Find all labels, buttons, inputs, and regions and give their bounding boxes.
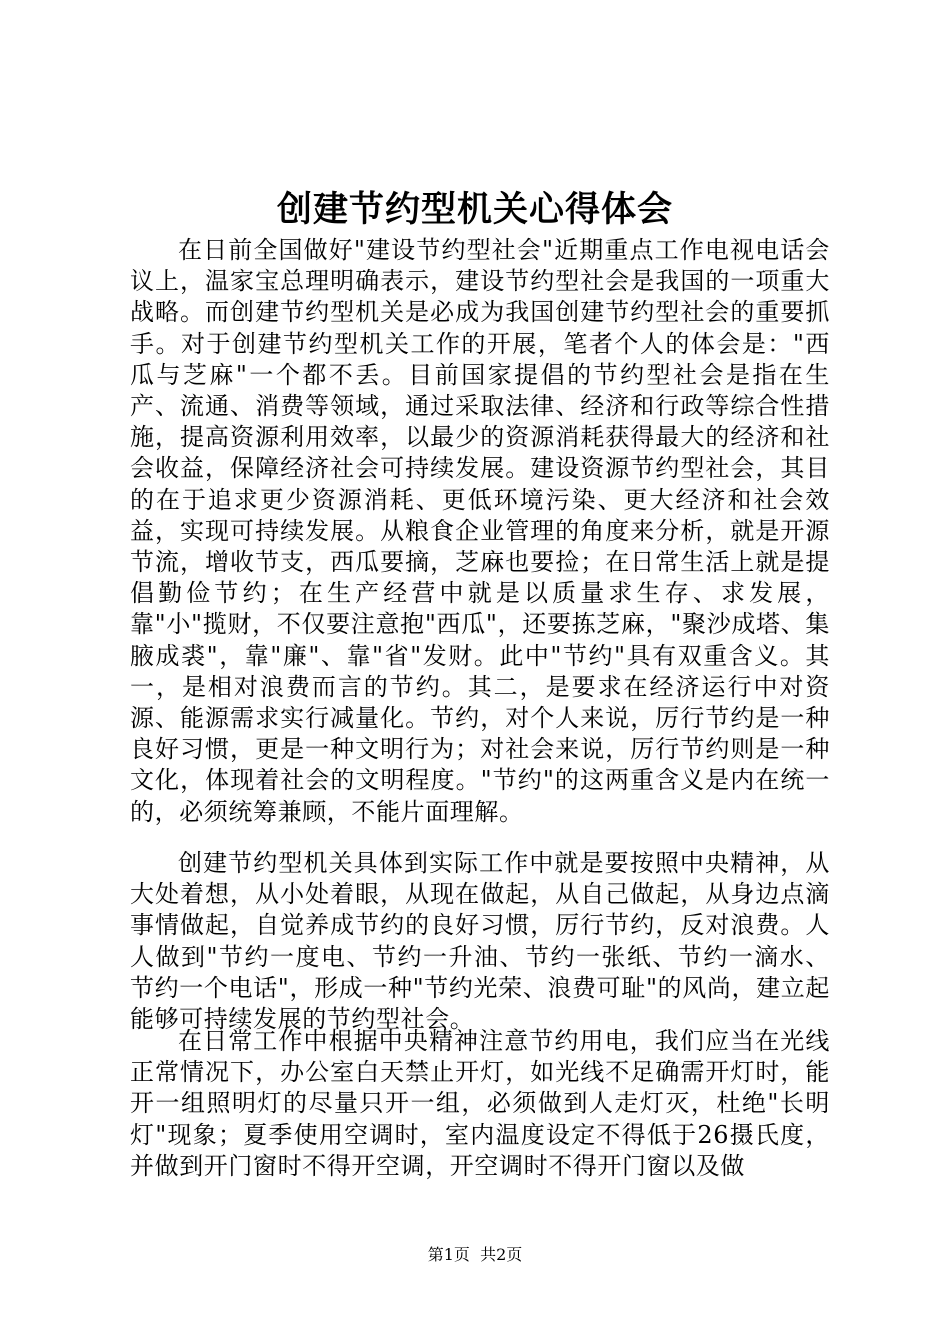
paragraph-text: 在日常工作中根据中央精神注意节约用电，我们应当在光线正常情况下，办公室白天禁止开灯，如光线不足确需开灯时，能开一组照明灯的尽量只开一组，必须做到人走灯灭，杜绝"长明灯"现象；夏季使用空调时，室内温度设定不得低于26摄氏度，并做到开门窗时不得开空调，开空调时不得开门窗以及做 <box>130 1027 830 1180</box>
body-paragraph-1 <box>130 235 830 828</box>
document-title: 创建节约型机关心得体会 <box>276 189 673 230</box>
page-total: 共2页 <box>480 1245 523 1264</box>
page-footer <box>0 1244 950 1266</box>
paragraph-text: 在日前全国做好"建设节约型社会"近期重点工作电视电话会议上，温家宝总理明确表示，建设节约型社会是我国的一项重大战略。而创建节约型机关是必成为我国创建节约型社会的重要抓手。对于创建节约型机关工作的开展，笔者个人的体会是："西瓜与芝麻"一个都不丢。目前国家提倡的节约型社会是指在生产、流通、消费等领域，通过采取法律、经济和行政等综合性措施，提高资源利用效率，以最少的资源消耗获得最大的经济和社会收益，保障经济社会可持续发展。建设资源节约型社会，其目的在于追求更少资源消耗、更低环境污染、更大经济和社会效益，实现可持续发展。从粮食企业管理的角度来分析，就是开源节流，增收节支，西瓜要摘，芝麻也要捡；在日常生活上就是提倡勤俭节约；在生产经营中就是以质量求生存、求发展，靠"小"揽财，不仅要注意抱"西瓜"，还要拣芝麻，"聚沙成塔、集腋成裘"，靠"廉"、靠"省"发财。此中"节约"具有双重含义。其一，是相对浪费而言的节约。其二，是要求在经济运行中对资源、能源需求实行减量化。节约，对个人来说，厉行节约是一种良好习惯，更是一种文明行为；对社会来说，厉行节约则是一种文化，体现着社会的文明程度。"节约"的这两重含义是内在统一的，必须统筹兼顾，不能片面理解。 <box>130 236 830 826</box>
body-paragraph-2 <box>130 848 830 1035</box>
paragraph-text: 创建节约型机关具体到实际工作中就是要按照中央精神，从大处着想，从小处着眼，从现在做起，从自己做起，从身边点滴事情做起，自觉养成节约的良好习惯，厉行节约，反对浪费。人人做到"节约一度电、节约一升油、节约一张纸、节约一滴水、节约一个电话"，形成一种"节约光荣、浪费可耻"的风尚，建立起能够可持续发展的节约型社会。 <box>130 849 830 1034</box>
body-paragraph-3 <box>130 1026 830 1182</box>
page-number: 第1页 <box>427 1245 470 1264</box>
